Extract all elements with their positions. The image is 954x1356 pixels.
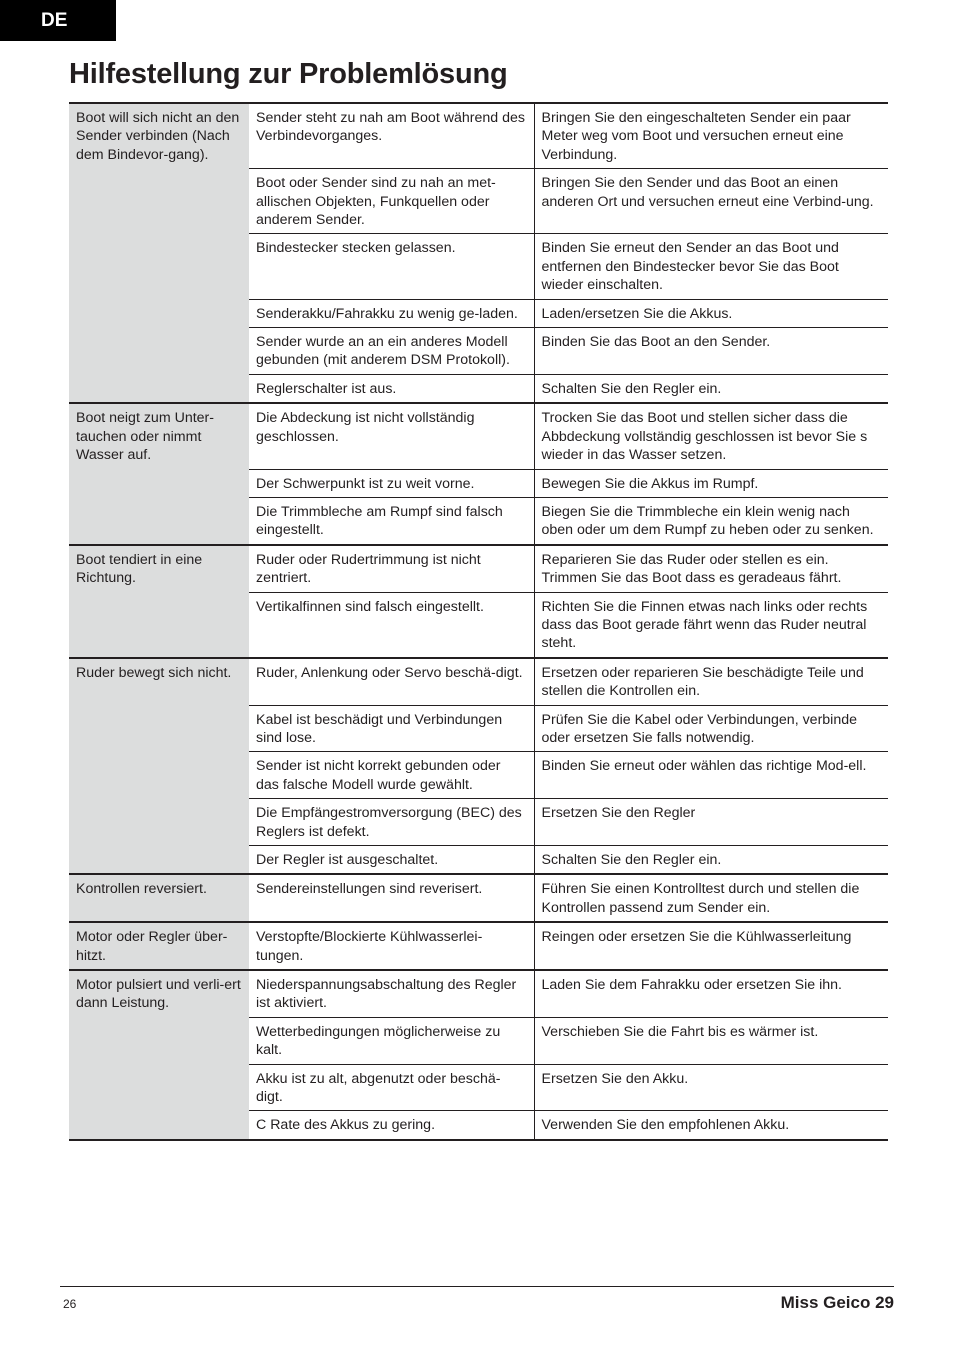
solution-cell: Bewegen Sie die Akkus im Rumpf. [534,469,888,497]
problem-cell: Kontrollen reversiert. [69,874,249,922]
table-row [69,874,888,922]
solution-cell: Prüfen Sie die Kabel oder Verbindungen, verbinde oder ersetzen Sie falls notwendig. [534,705,888,752]
solution-cell: Biegen Sie die Trimmbleche ein klein wenig nach oben oder um dem Rumpf zu heben oder zu senken. [534,497,888,544]
cause-cell: Vertikalfinnen sind falsch eingestellt. [249,592,534,658]
solution-cell: Führen Sie einen Kontrolltest durch und stellen die Kontrollen passend zum Sender ein. [534,874,888,922]
solution-cell: Binden Sie das Boot an den Sender. [534,328,888,375]
problem-cell: Boot will sich nicht an den Sender verbinden (Nach dem Bindevor-gang). [69,103,249,403]
solution-cell: Schalten Sie den Regler ein. [534,374,888,403]
cause-cell: Senderakku/Fahrakku zu wenig ge-laden. [249,299,534,327]
cause-cell: Reglerschalter ist aus. [249,374,534,403]
cause-cell: Der Regler ist ausgeschaltet. [249,846,534,875]
solution-cell: Verwenden Sie den empfohlenen Akku. [534,1111,888,1140]
cause-cell: Sender steht zu nah am Boot während des Verbindevorganges. [249,103,534,169]
problem-group [69,103,888,403]
cause-cell: Akku ist zu alt, abgenutzt oder beschä-digt. [249,1064,534,1111]
cause-cell: Die Trimmbleche am Rumpf sind falsch eingestellt. [249,497,534,544]
problem-cell: Ruder bewegt sich nicht. [69,658,249,875]
solution-cell: Trocken Sie das Boot und stellen sicher dass die Abbdeckung vollständig geschlossen ist bevor Sie s wieder in das Wasser setzen. [534,403,888,469]
cause-cell: Sender ist nicht korrekt gebunden oder das falsche Modell wurde gewählt. [249,752,534,799]
solution-cell: Reparieren Sie das Ruder oder stellen es ein. Trimmen Sie das Boot dass es geradeaus fährt. [534,545,888,592]
problem-cell: Boot neigt zum Unter-tauchen oder nimmt Wasser auf. [69,403,249,544]
cause-cell: Niederspannungsabschaltung des Regler ist aktiviert. [249,970,534,1017]
table-row [69,970,888,1017]
solution-cell: Reingen oder ersetzen Sie die Kühlwasserleitung [534,922,888,970]
solution-cell: Binden Sie erneut den Sender an das Boot und entfernen den Bindestecker bevor Sie das Boot wieder einschalten. [534,234,888,299]
cause-cell: C Rate des Akkus zu gering. [249,1111,534,1140]
problem-cell: Motor pulsiert und verli-ert dann Leistung. [69,970,249,1140]
cause-cell: Ruder oder Rudertrimmung ist nicht zentriert. [249,545,534,592]
table-row [69,658,888,705]
cause-cell: Wetterbedingungen möglicherweise zu kalt. [249,1017,534,1064]
language-tab: DE [0,0,116,41]
problem-cell: Motor oder Regler über-hitzt. [69,922,249,970]
troubleshooting-table [69,102,888,1141]
solution-cell: Schalten Sie den Regler ein. [534,846,888,875]
cause-cell: Ruder, Anlenkung oder Servo beschä-digt. [249,658,534,705]
cause-cell: Sendereinstellungen sind reverisert. [249,874,534,922]
solution-cell: Ersetzen Sie den Akku. [534,1064,888,1111]
footer-divider [60,1286,894,1287]
cause-cell: Die Empfängestromversorgung (BEC) des Reglers ist defekt. [249,799,534,846]
table-row [69,403,888,469]
table-row [69,103,888,169]
solution-cell: Richten Sie die Finnen etwas nach links oder rechts dass das Boot gerade fährt wenn das Ruder neutral steht. [534,592,888,658]
solution-cell: Ersetzen Sie den Regler [534,799,888,846]
problem-group [69,403,888,544]
cause-cell: Boot oder Sender sind zu nah an met-allischen Objekten, Funkquellen oder anderem Sender. [249,169,534,234]
solution-cell: Laden Sie dem Fahrakku oder ersetzen Sie ihn. [534,970,888,1017]
table-row [69,922,888,970]
table-row [69,545,888,592]
problem-group [69,658,888,875]
solution-cell: Verschieben Sie die Fahrt bis es wärmer ist. [534,1017,888,1064]
problem-group [69,874,888,922]
problem-group [69,922,888,970]
cause-cell: Der Schwerpunkt ist zu weit vorne. [249,469,534,497]
cause-cell: Sender wurde an an ein anderes Modell gebunden (mit anderem DSM Protokoll). [249,328,534,375]
solution-cell: Binden Sie erneut oder wählen das richtige Mod-ell. [534,752,888,799]
solution-cell: Laden/ersetzen Sie die Akkus. [534,299,888,327]
page-title: Hilfestellung zur Problemlösung [69,58,508,90]
cause-cell: Verstopfte/Blockierte Kühlwasserlei-tungen. [249,922,534,970]
solution-cell: Ersetzen oder reparieren Sie beschädigte Teile und stellen die Kontrollen ein. [534,658,888,705]
problem-cell: Boot tendiert in eine Richtung. [69,545,249,658]
page-number: 26 [63,1297,77,1311]
cause-cell: Die Abdeckung ist nicht vollständig geschlossen. [249,403,534,469]
cause-cell: Kabel ist beschädigt und Verbindungen sind lose. [249,705,534,752]
problem-group [69,545,888,658]
cause-cell: Bindestecker stecken gelassen. [249,234,534,299]
document-title: Miss Geico 29 [780,1293,894,1312]
problem-group [69,970,888,1140]
solution-cell: Bringen Sie den Sender und das Boot an einen anderen Ort und versuchen erneut eine Verbind-ung. [534,169,888,234]
solution-cell: Bringen Sie den eingeschalteten Sender ein paar Meter weg vom Boot und versuchen erneut eine Verbindung. [534,103,888,169]
